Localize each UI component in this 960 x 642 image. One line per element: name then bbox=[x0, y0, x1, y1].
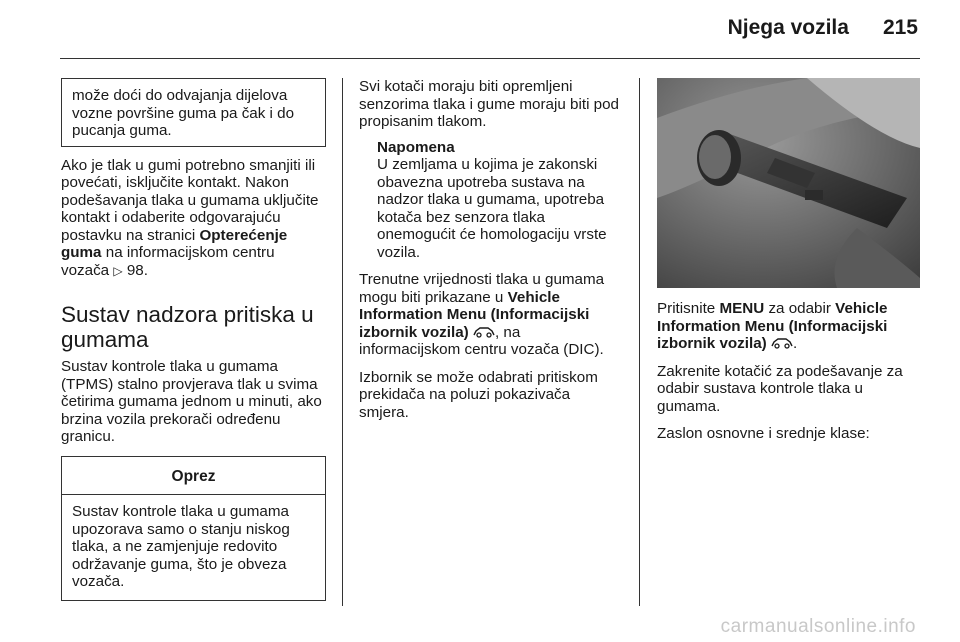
paragraph: Pritisnite MENU za odabir Vehicle Information Menu (Informacijski izbornik vozila) . bbox=[657, 300, 888, 352]
car-icon bbox=[473, 326, 495, 338]
column-divider bbox=[639, 78, 640, 606]
page-number: 215 bbox=[882, 16, 918, 39]
column-3 bbox=[657, 300, 925, 443]
paragraph: Zakrenite kotačić za podešavanje za odabir sustava kontrole tlaka u gumama. bbox=[657, 362, 903, 415]
turn-signal-lever-photo bbox=[657, 78, 920, 288]
caution-text: Sustav kontrole tlaka u gumama upozorava samo o stanju niskog tlaka, a ne zamjenjuje redovito održavanje guma, što je obveza vozača. bbox=[72, 503, 290, 590]
caution-title: Oprez bbox=[62, 457, 325, 496]
section-heading: Sustav nadzora pritiska u gumama bbox=[61, 302, 314, 352]
paragraph: Zaslon osnovne i srednje klase: bbox=[657, 425, 870, 442]
watermark: carmanualsonline.info bbox=[720, 616, 916, 637]
paragraph: Izbornik se može odabrati pritiskom prekidača na poluzi pokazivača smjera. bbox=[359, 368, 598, 421]
page-ref-link[interactable]: 98. bbox=[126, 261, 148, 279]
page-header bbox=[728, 16, 918, 40]
note-block bbox=[377, 139, 621, 262]
menu-term: Vehicle Information Menu (Informacijski izbornik vozila) bbox=[657, 300, 888, 352]
menu-button-term: MENU bbox=[719, 300, 765, 317]
column-2 bbox=[359, 78, 621, 421]
warning-box-continued bbox=[61, 78, 326, 147]
note-title: Napomena bbox=[377, 138, 455, 156]
caution-box bbox=[61, 456, 326, 601]
car-icon bbox=[771, 337, 793, 349]
triangle-ref-icon: ▷ bbox=[113, 263, 123, 278]
warning-continued-text: može doći do odvajanja dijelova vozne površine guma pa čak i do pucanja guma. bbox=[72, 87, 295, 139]
column-1 bbox=[61, 78, 326, 601]
paragraph: Trenutne vrijednosti tlaka u gumama mogu biti prikazane u Vehicle Information Menu (Informacijski izbornik vozila) , na informacijskom centru vozača (DIC). bbox=[359, 271, 605, 358]
column-divider bbox=[342, 78, 343, 606]
paragraph: Ako je tlak u gumi potrebno smanjiti ili povećati, isključite kontakt. Nakon podešavanja tlaka u gumama uključite kontakt i odaberite odgovarajuću postavku na stranici Opterećenje guma na informacijskom centru vozača ▷ 98. bbox=[61, 156, 319, 279]
chapter-title: Njega vozila bbox=[727, 16, 849, 39]
header-rule bbox=[60, 58, 920, 59]
note-text: U zemljama u kojima je zakonski obavezna upotreba sustava na nadzor tlaka u gumama, upotreba kotača bez senzora tlaka onemogućit će homologaciju vrste vozila. bbox=[377, 156, 607, 261]
paragraph: Sustav kontrole tlaka u gumama (TPMS) stalno provjerava tlak u svima četirima gumama jednom u minuti, ako brzina vozila prekorači određenu granicu. bbox=[61, 358, 322, 445]
menu-term: Vehicle Information Menu (Informacijski izbornik vozila) bbox=[359, 288, 590, 341]
menu-term: Opterećenje guma bbox=[61, 226, 288, 261]
paragraph: Svi kotači moraju biti opremljeni senzorima tlaka i gume moraju biti pod propisanim tlakom. bbox=[359, 78, 619, 130]
